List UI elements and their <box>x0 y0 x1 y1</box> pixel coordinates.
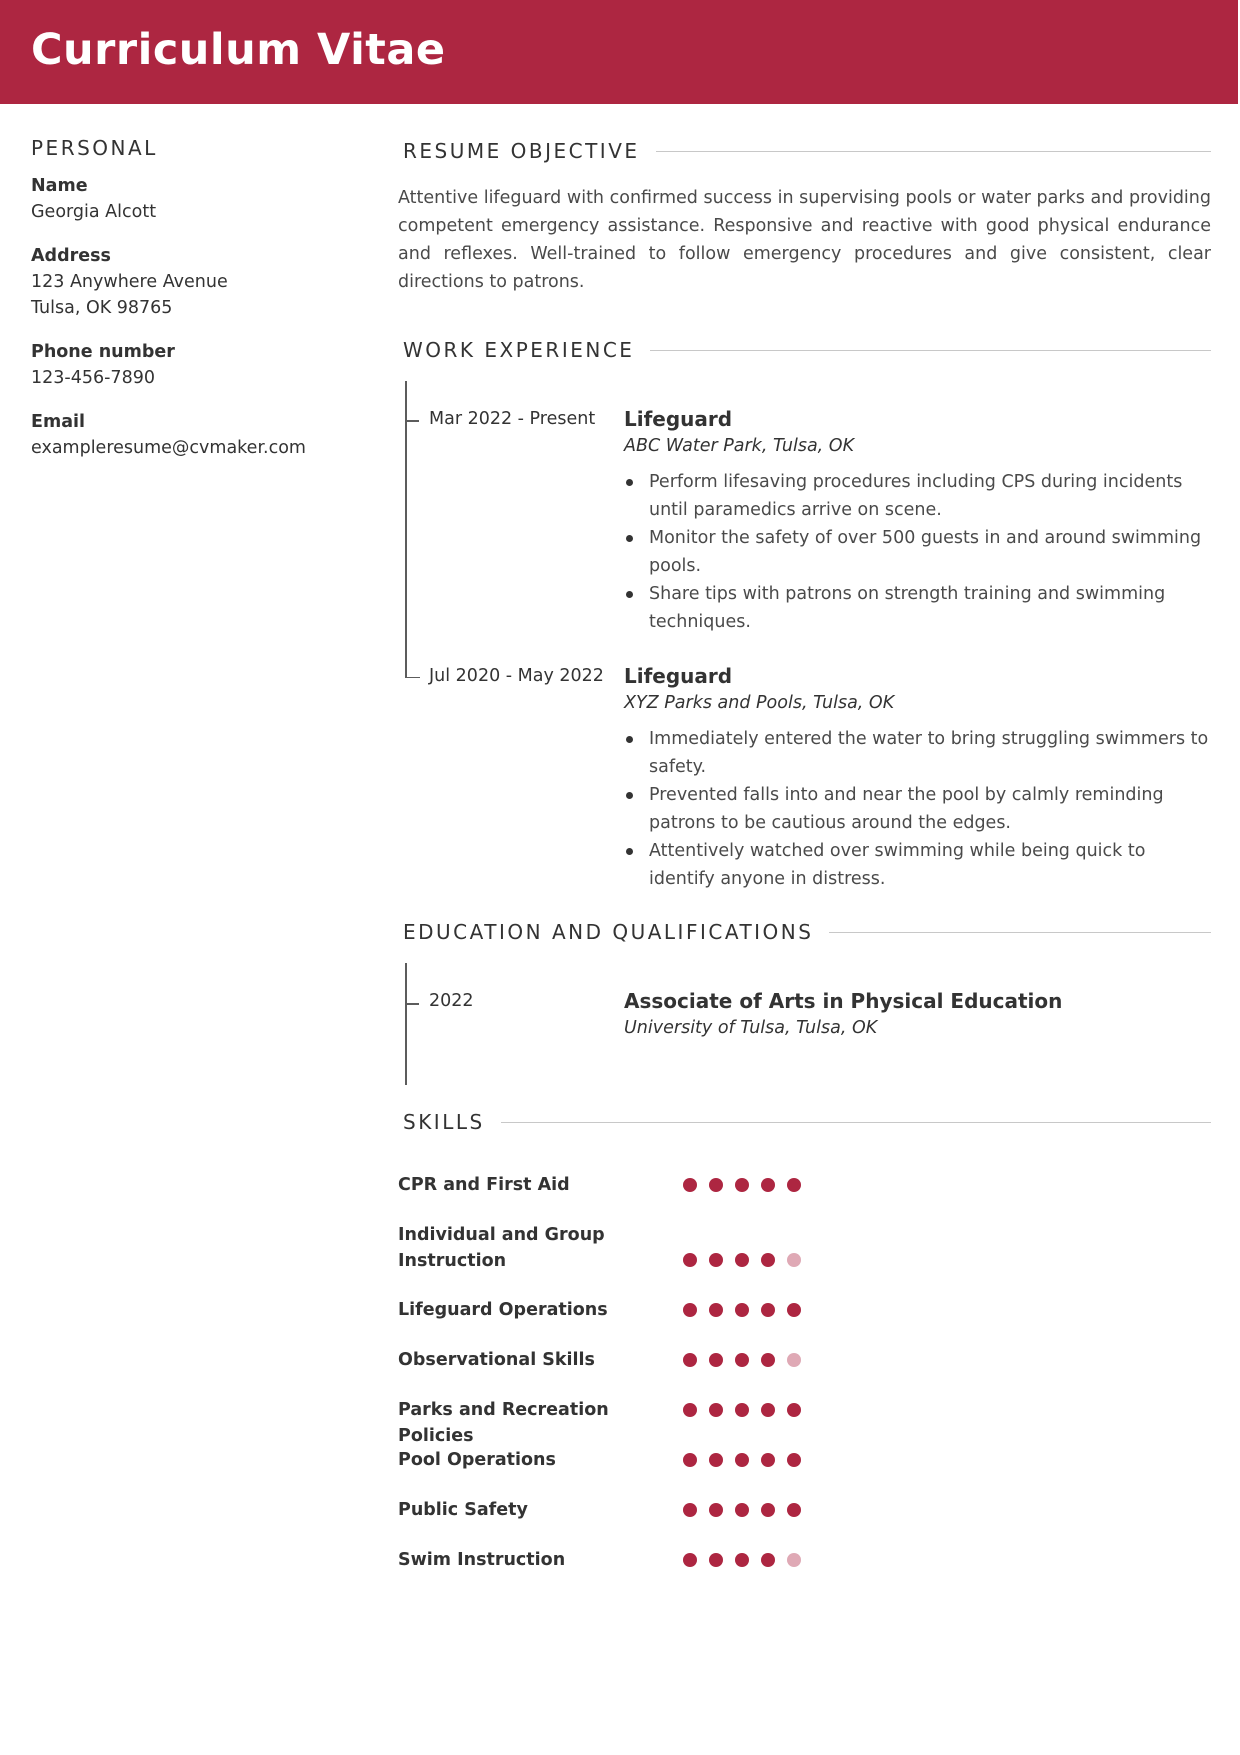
skill-rating <box>683 1553 801 1567</box>
rating-dot <box>787 1503 801 1517</box>
rating-dot <box>735 1253 749 1267</box>
rating-dot <box>761 1503 775 1517</box>
skill-name: Individual and Group Instruction <box>398 1225 605 1271</box>
education-org: University of Tulsa, Tulsa, OK <box>624 1018 878 1038</box>
rating-dot <box>761 1553 775 1567</box>
rating-dot <box>787 1353 801 1367</box>
rating-dot <box>683 1453 697 1467</box>
rating-dot <box>735 1403 749 1417</box>
name-label: Name <box>31 176 88 196</box>
email-label: Email <box>31 412 85 432</box>
header-banner <box>0 0 1238 104</box>
rating-dot <box>761 1353 775 1367</box>
divider <box>650 350 1211 351</box>
skill-rating <box>683 1178 801 1192</box>
rating-dot <box>787 1553 801 1567</box>
divider <box>656 151 1211 152</box>
list-item: Perform lifesaving procedures including CPS during incidents until paramedics arrive on scene. <box>649 468 1214 524</box>
education-timeline-line <box>405 963 407 1085</box>
rating-dot <box>787 1453 801 1467</box>
rating-dot <box>709 1253 723 1267</box>
rating-dot <box>787 1303 801 1317</box>
divider <box>501 1122 1211 1123</box>
job-dates: Jul 2020 - May 2022 <box>429 666 604 686</box>
phone-field <box>31 339 361 391</box>
skill-name: Pool Operations <box>398 1450 556 1470</box>
job-dates: Mar 2022 - Present <box>429 409 596 429</box>
rating-dot <box>709 1403 723 1417</box>
list-item: Immediately entered the water to bring struggling swimmers to safety. <box>649 725 1214 781</box>
rating-dot <box>709 1303 723 1317</box>
rating-dot <box>761 1403 775 1417</box>
rating-dot <box>683 1353 697 1367</box>
objective-heading: RESUME OBJECTIVE <box>403 139 640 163</box>
job-entry <box>624 662 1214 893</box>
rating-dot <box>761 1303 775 1317</box>
email-value: exampleresume@cvmaker.com <box>31 438 306 458</box>
personal-section <box>31 136 361 479</box>
rating-dot <box>683 1178 697 1192</box>
job-bullets <box>624 725 1214 893</box>
skill-name: CPR and First Aid <box>398 1175 570 1195</box>
skill-name: Lifeguard Operations <box>398 1300 608 1320</box>
email-field <box>31 409 361 461</box>
timeline-tick <box>405 420 419 422</box>
skill-rating <box>683 1303 801 1317</box>
timeline-tick <box>405 667 420 678</box>
rating-dot <box>735 1178 749 1192</box>
skill-rating <box>683 1503 801 1517</box>
rating-dot <box>787 1403 801 1417</box>
skill-name: Public Safety <box>398 1500 528 1520</box>
list-item: Attentively watched over swimming while being quick to identify anyone in distress. <box>649 837 1214 893</box>
timeline-tick <box>405 1003 419 1005</box>
phone-value: 123-456-7890 <box>31 368 155 388</box>
job-org: XYZ Parks and Pools, Tulsa, OK <box>624 693 895 713</box>
address-field <box>31 243 361 321</box>
rating-dot <box>709 1353 723 1367</box>
objective-text: Attentive lifeguard with confirmed success in supervising pools or water parks and providing competent emergency assistance. Responsive and reactive with good physical endurance and reflexes. Well-trained to follow emergency procedures and give consistent, clear directions to patrons. <box>398 188 1211 292</box>
rating-dot <box>683 1403 697 1417</box>
skills-heading-row <box>403 1110 1211 1134</box>
address-line-1: 123 Anywhere Avenue <box>31 272 228 292</box>
skill-rating <box>683 1253 801 1267</box>
education-heading-row <box>403 920 1211 944</box>
experience-heading-row <box>403 338 1211 362</box>
skills-heading: SKILLS <box>403 1110 485 1134</box>
rating-dot <box>761 1253 775 1267</box>
rating-dot <box>735 1353 749 1367</box>
job-entry <box>624 405 1214 636</box>
job-title: Lifeguard <box>624 664 733 688</box>
experience-timeline-line <box>405 381 407 677</box>
name-field <box>31 173 361 225</box>
divider <box>829 932 1211 933</box>
rating-dot <box>709 1553 723 1567</box>
rating-dot <box>735 1553 749 1567</box>
rating-dot <box>761 1178 775 1192</box>
address-line-2: Tulsa, OK 98765 <box>31 298 173 318</box>
rating-dot <box>709 1503 723 1517</box>
job-title: Lifeguard <box>624 407 733 431</box>
job-bullets <box>624 468 1214 636</box>
education-dates: 2022 <box>429 991 474 1011</box>
skill-name: Swim Instruction <box>398 1550 566 1570</box>
page-title: Curriculum Vitae <box>31 25 446 75</box>
rating-dot <box>735 1453 749 1467</box>
name-value: Georgia Alcott <box>31 202 157 222</box>
skill-name: Parks and Recreation Policies <box>398 1400 609 1446</box>
rating-dot <box>683 1253 697 1267</box>
rating-dot <box>787 1253 801 1267</box>
rating-dot <box>683 1303 697 1317</box>
skill-rating <box>683 1453 801 1467</box>
education-entry <box>624 987 1214 1041</box>
personal-heading: PERSONAL <box>31 136 158 160</box>
skill-rating <box>683 1353 801 1367</box>
list-item: Share tips with patrons on strength training and swimming techniques. <box>649 580 1214 636</box>
job-org: ABC Water Park, Tulsa, OK <box>624 436 855 456</box>
education-heading: EDUCATION AND QUALIFICATIONS <box>403 920 814 944</box>
rating-dot <box>683 1553 697 1567</box>
skill-rating <box>683 1403 801 1417</box>
rating-dot <box>787 1178 801 1192</box>
rating-dot <box>683 1503 697 1517</box>
skill-name: Observational Skills <box>398 1350 595 1370</box>
list-item: Prevented falls into and near the pool by calmly reminding patrons to be cautious around the edges. <box>649 781 1214 837</box>
rating-dot <box>709 1453 723 1467</box>
list-item: Monitor the safety of over 500 guests in and around swimming pools. <box>649 524 1214 580</box>
education-title: Associate of Arts in Physical Education <box>624 989 1063 1013</box>
rating-dot <box>735 1503 749 1517</box>
rating-dot <box>735 1303 749 1317</box>
address-label: Address <box>31 246 111 266</box>
rating-dot <box>709 1178 723 1192</box>
phone-label: Phone number <box>31 342 175 362</box>
experience-heading: WORK EXPERIENCE <box>403 338 635 362</box>
rating-dot <box>761 1453 775 1467</box>
objective-heading-row <box>403 139 1211 163</box>
